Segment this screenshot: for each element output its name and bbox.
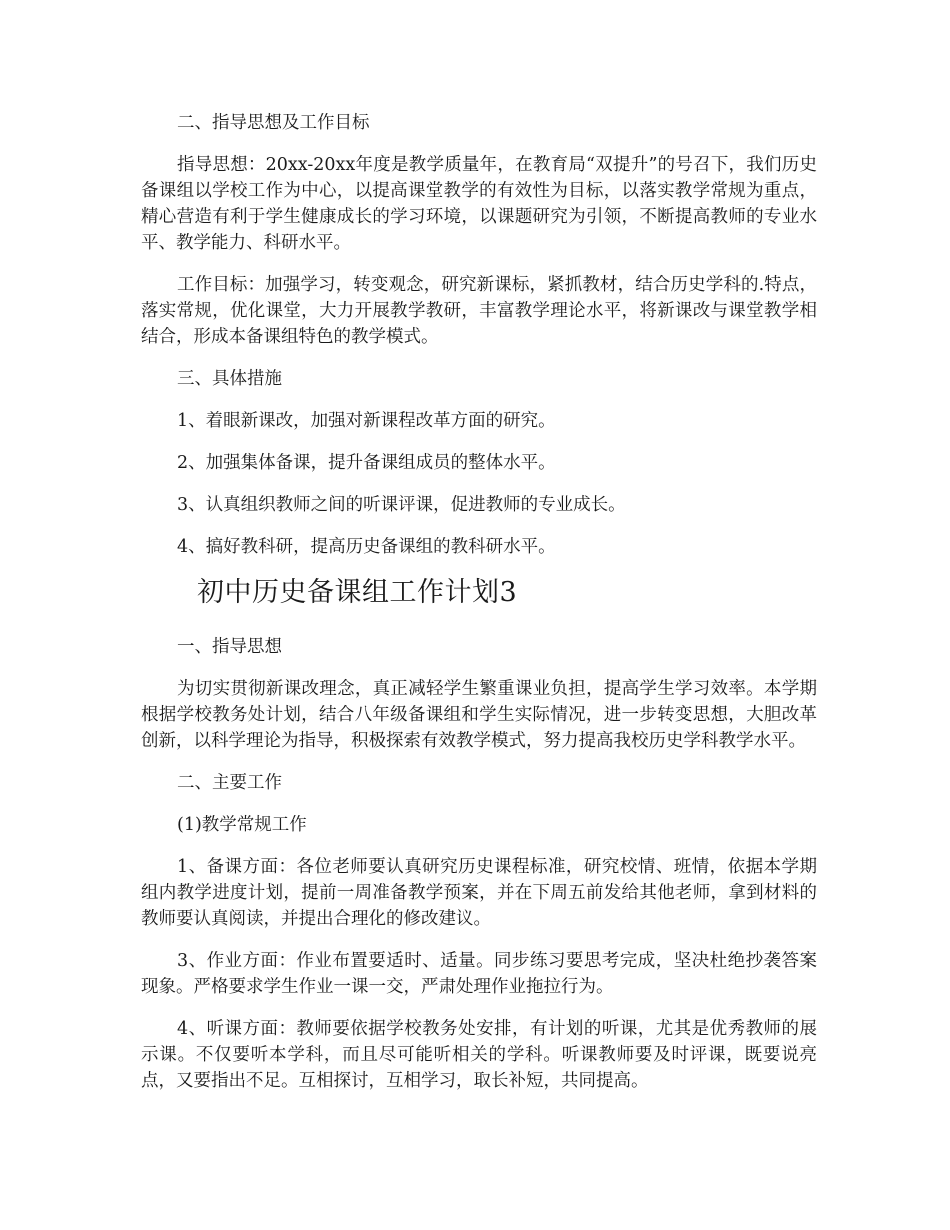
guiding-thought-paragraph: 指导思想：20xx-20xx年度是教学质量年，在教育局“双提升”的号召下，我们历史备课组以学校工作为中心，以提高课堂教学的有效性为目标，以落实教学常规为重点，精心营造有利于学生健康成长的学习环境，以课题研究为引领，不断提高教师的专业水平、教学能力、科研水平。: [141, 155, 817, 253]
measure-item: 2、加强集体备课，提升备课组成员的整体水平。: [177, 453, 556, 473]
plan-3-guiding-paragraph: 为切实贯彻新课改理念，真正减轻学生繁重课业负担，提高学生学习效率。本学期根据学校教务处计划，结合八年级备课组和学生实际情况，进一步转变思想，大胆改革创新，以科学理论为指导，积极探索有效教学模式，努力提高我校历史学科教学水平。: [141, 679, 817, 751]
section-heading-measures: 三、具体措施: [177, 369, 282, 389]
document-body: [141, 110, 817, 1110]
homework-paragraph: 3、作业方面：作业布置要适时、适量。同步练习要思考完成，坚决杜绝抄袭答案现象。严格要求学生作业一课一交，严肃处理作业拖拉行为。: [141, 951, 817, 997]
measure-item: 1、着眼新课改，加强对新课程改革方面的研究。: [177, 411, 556, 431]
section-heading-guiding-goals: 二、指导思想及工作目标: [177, 113, 370, 133]
plan-3-title: 初中历史备课组工作计划3: [197, 577, 518, 608]
measure-item: 4、搞好教科研，提高历史备课组的教科研水平。: [177, 537, 556, 557]
work-goal-paragraph: 工作目标：加强学习，转变观念，研究新课标，紧抓教材，结合历史学科的.特点，落实常规，优化课堂，大力开展教学教研，丰富教学理论水平，将新课改与课堂教学相结合，形成本备课组特色的教学模式。: [141, 275, 817, 347]
lesson-prep-paragraph: 1、备课方面：各位老师要认真研究历史课程标准，研究校情、班情，依据本学期组内教学进度计划，提前一周准备教学预案，并在下周五前发给其他老师，拿到材料的教师要认真阅读，并提出合理化的修改建议。: [141, 857, 817, 929]
plan-3-section-heading-main-work: 二、主要工作: [177, 773, 282, 793]
measure-item: 3、认真组织教师之间的听课评课，促进教师的专业成长。: [177, 495, 626, 515]
observation-paragraph: 4、听课方面：教师要依据学校教务处安排，有计划的听课，尤其是优秀教师的展示课。不仅要听本学科，而且尽可能听相关的学科。听课教师要及时评课，既要说亮点，又要指出不足。互相探讨，互相学习，取长补短，共同提高。: [141, 1019, 817, 1091]
plan-3-subsection-heading: (1)教学常规工作: [177, 815, 307, 835]
plan-3-section-heading-guiding: 一、指导思想: [177, 637, 282, 657]
